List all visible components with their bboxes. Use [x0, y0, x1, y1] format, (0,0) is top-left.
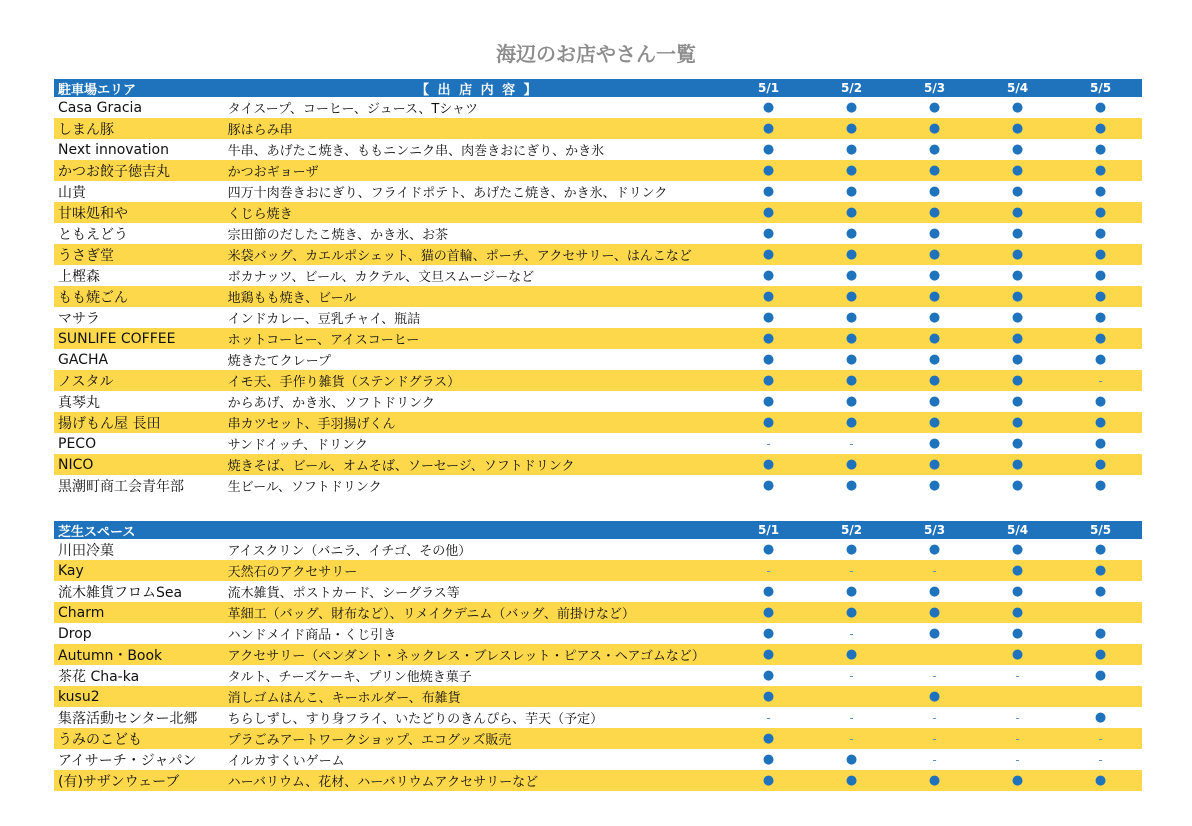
shop-name: アイサーチ・ジャパン: [58, 752, 197, 769]
shop-name: PECO: [58, 435, 97, 452]
attendance-dot: ●: [1094, 268, 1107, 283]
attendance-mark: -: [1098, 373, 1103, 388]
attendance-mark: -: [849, 668, 854, 683]
attendance-mark: -: [849, 710, 854, 725]
shop-items: イモ天、手作り雑貨（ステンドグラス）: [227, 375, 461, 390]
attendance-dot: ●: [928, 689, 941, 704]
attendance-dot: ●: [1094, 310, 1107, 325]
attendance-dot: ●: [762, 247, 775, 262]
shop-items: 地鶏もも焼き、ビール: [227, 291, 357, 306]
table-row: [54, 202, 1142, 223]
attendance-dot: ●: [1094, 163, 1107, 178]
table-row: [54, 602, 1142, 623]
attendance-dot: ●: [845, 415, 858, 430]
attendance-dot: ●: [928, 268, 941, 283]
table-row: [54, 349, 1142, 370]
attendance-dot: ●: [1094, 710, 1107, 725]
attendance-dot: ●: [1094, 247, 1107, 262]
attendance-dot: ●: [845, 542, 858, 557]
attendance-dot: ●: [928, 100, 941, 115]
shop-items: くじら焼き: [227, 207, 293, 222]
shop-name: 真琴丸: [58, 394, 100, 411]
shop-items: インドカレー、豆乳チャイ、瓶詰: [227, 312, 421, 327]
shop-items: 天然石のアクセサリー: [227, 565, 358, 580]
shop-name: 流木雑貨フロムSea: [58, 584, 183, 601]
attendance-dot: ●: [928, 584, 941, 599]
attendance-dot: ●: [762, 226, 775, 241]
date-header: 5/2: [840, 81, 863, 95]
attendance-dot: ●: [845, 184, 858, 199]
lawn-space-section: [54, 521, 1142, 791]
date-header: 5/3: [923, 81, 946, 95]
attendance-dot: ●: [762, 605, 775, 620]
attendance-dot: ●: [928, 394, 941, 409]
section-header: [54, 79, 1142, 97]
table-row: [54, 707, 1142, 728]
attendance-dot: ●: [845, 226, 858, 241]
attendance-dot: ●: [845, 121, 858, 136]
attendance-dot: ●: [762, 542, 775, 557]
shop-items: ホットコーヒー、アイスコーヒー: [227, 333, 420, 348]
attendance-dot: ●: [762, 668, 775, 683]
shop-items: 串カツセット、手羽揚げくん: [227, 417, 396, 432]
attendance-dot: ●: [1094, 457, 1107, 472]
attendance-dot: ●: [1011, 142, 1024, 157]
attendance-mark: -: [849, 436, 854, 451]
table-row: [54, 160, 1142, 181]
date-header: 5/4: [1006, 81, 1029, 95]
table-row: [54, 244, 1142, 265]
attendance-dot: ●: [1094, 668, 1107, 683]
shop-name: うみのこども: [58, 731, 142, 748]
shop-items: タルト、チーズケーキ、プリン他焼き菓子: [227, 670, 472, 685]
attendance-dot: ●: [1094, 584, 1107, 599]
shop-rows: [54, 539, 1142, 791]
attendance-dot: ●: [845, 100, 858, 115]
attendance-mark: -: [849, 731, 854, 746]
shop-items: サンドイッチ、ドリンク: [227, 438, 368, 453]
shop-name: しまん豚: [58, 121, 114, 138]
attendance-mark: -: [766, 710, 771, 725]
attendance-dot: ●: [1011, 563, 1024, 578]
attendance-mark: -: [932, 710, 937, 725]
attendance-dot: ●: [928, 373, 941, 388]
attendance-dot: ●: [1011, 310, 1024, 325]
attendance-dot: ●: [762, 752, 775, 767]
attendance-dot: ●: [762, 731, 775, 746]
attendance-dot: ●: [1094, 478, 1107, 493]
shop-name: ノスタル: [58, 373, 114, 390]
attendance-dot: ●: [928, 163, 941, 178]
attendance-dot: ●: [1011, 121, 1024, 136]
attendance-dot: ●: [1011, 373, 1024, 388]
shop-items: 米袋バッグ、カエルポシェット、猫の首輪、ポーチ、アクセサリー、はんこなど: [227, 249, 692, 264]
shop-name: もも焼ごん: [58, 289, 128, 306]
attendance-dot: ●: [762, 121, 775, 136]
attendance-dot: ●: [1094, 773, 1107, 788]
shop-items: からあげ、かき氷、ソフトドリンク: [227, 396, 435, 411]
shop-name: ともえどう: [58, 226, 128, 243]
table-row: [54, 770, 1142, 791]
attendance-mark: -: [766, 436, 771, 451]
table-row: [54, 728, 1142, 749]
attendance-dot: ●: [1094, 205, 1107, 220]
table-row: [54, 475, 1142, 496]
attendance-dot: ●: [1011, 626, 1024, 641]
attendance-dot: ●: [1094, 226, 1107, 241]
attendance-dot: ●: [1011, 647, 1024, 662]
content-header: 【 出 店 内 容 】: [416, 82, 539, 98]
attendance-dot: ●: [762, 415, 775, 430]
attendance-dot: ●: [928, 605, 941, 620]
attendance-mark: -: [849, 626, 854, 641]
shop-name: 川田冷菓: [58, 542, 114, 559]
shop-name: kusu2: [58, 688, 100, 705]
attendance-mark: -: [849, 563, 854, 578]
table-row: [54, 181, 1142, 202]
shop-name: 集落活動センター北郷: [58, 710, 198, 727]
attendance-dot: ●: [928, 415, 941, 430]
attendance-dot: ●: [1011, 394, 1024, 409]
table-row: [54, 686, 1142, 707]
attendance-dot: ●: [928, 436, 941, 451]
table-row: [54, 539, 1142, 560]
attendance-dot: ●: [928, 310, 941, 325]
shop-name: かつお餃子徳吉丸: [58, 163, 170, 180]
attendance-dot: ●: [928, 478, 941, 493]
attendance-dot: ●: [1094, 100, 1107, 115]
attendance-mark: -: [932, 752, 937, 767]
table-row: [54, 560, 1142, 581]
table-row: [54, 454, 1142, 475]
parking-area-section: [54, 79, 1142, 496]
table-row: [54, 118, 1142, 139]
shop-name: 上樫森: [58, 268, 100, 285]
attendance-dot: ●: [762, 205, 775, 220]
attendance-dot: ●: [845, 163, 858, 178]
attendance-dot: ●: [928, 205, 941, 220]
attendance-mark: -: [932, 731, 937, 746]
shop-name: マサラ: [58, 310, 100, 327]
attendance-dot: ●: [1094, 647, 1107, 662]
shop-name: NICO: [58, 456, 94, 473]
shop-items: 牛串、あげたこ焼き、ももニンニク串、肉巻きおにぎり、かき氷: [227, 144, 605, 159]
shop-name: Charm: [58, 604, 105, 621]
shop-items: 生ビール、ソフトドリンク: [227, 480, 382, 495]
attendance-mark: -: [932, 668, 937, 683]
shop-name: GACHA: [58, 351, 109, 368]
shop-items: アクセサリー（ペンダント・ネックレス・ブレスレット・ピアス・ヘアゴムなど）: [227, 649, 705, 664]
shop-name: うさぎ堂: [58, 247, 114, 264]
attendance-dot: ●: [1094, 563, 1107, 578]
date-header: 5/1: [757, 81, 780, 95]
attendance-dot: ●: [1011, 352, 1024, 367]
shop-items: ボカナッツ、ビール、カクテル、文旦スムージーなど: [227, 270, 535, 285]
shop-name: Kay: [58, 562, 84, 579]
attendance-dot: ●: [928, 289, 941, 304]
attendance-dot: ●: [928, 121, 941, 136]
attendance-dot: ●: [762, 142, 775, 157]
attendance-dot: ●: [762, 268, 775, 283]
attendance-mark: -: [1015, 731, 1020, 746]
attendance-dot: ●: [762, 310, 775, 325]
attendance-dot: ●: [762, 100, 775, 115]
date-header: 5/4: [1006, 523, 1029, 537]
attendance-dot: ●: [762, 626, 775, 641]
table-row: [54, 665, 1142, 686]
attendance-mark: -: [766, 563, 771, 578]
attendance-dot: ●: [845, 752, 858, 767]
attendance-mark: -: [1015, 752, 1020, 767]
attendance-dot: ●: [845, 478, 858, 493]
area-label: 駐車場エリア: [58, 82, 137, 98]
table-row: [54, 328, 1142, 349]
attendance-dot: ●: [762, 289, 775, 304]
table-row: [54, 307, 1142, 328]
attendance-dot: ●: [1011, 100, 1024, 115]
attendance-dot: ●: [1011, 478, 1024, 493]
attendance-dot: ●: [762, 773, 775, 788]
attendance-dot: ●: [1011, 163, 1024, 178]
shop-items: ちらしずし、すり身フライ、いたどりのきんぴら、芋天（予定）: [227, 712, 604, 727]
table-row: [54, 97, 1142, 118]
table-row: [54, 223, 1142, 244]
shop-items: 宗田節のだしたこ焼き、かき氷、お茶: [227, 228, 449, 243]
attendance-dot: ●: [762, 394, 775, 409]
table-row: [54, 265, 1142, 286]
shop-items: 四万十肉巻きおにぎり、フライドポテト、あげたこ焼き、かき氷、ドリンク: [227, 186, 668, 201]
attendance-dot: ●: [1011, 773, 1024, 788]
table-row: [54, 286, 1142, 307]
attendance-mark: -: [1015, 668, 1020, 683]
shop-items: ハーバリウム、花材、ハーバリウムアクセサリーなど: [227, 775, 539, 790]
attendance-dot: ●: [845, 605, 858, 620]
area-label: 芝生スペース: [58, 524, 136, 540]
attendance-dot: ●: [762, 184, 775, 199]
date-header: 5/3: [923, 523, 946, 537]
attendance-dot: ●: [1094, 142, 1107, 157]
attendance-dot: ●: [845, 352, 858, 367]
shop-name: Autumn・Book: [58, 647, 163, 664]
attendance-dot: ●: [845, 647, 858, 662]
attendance-dot: ●: [762, 331, 775, 346]
shop-items: ハンドメイド商品・くじ引き: [227, 628, 397, 643]
table-row: [54, 433, 1142, 454]
table-row: [54, 370, 1142, 391]
shop-items: 流木雑貨、ポストカード、シーグラス等: [227, 586, 460, 601]
shop-name: Casa Gracia: [58, 99, 143, 116]
attendance-dot: ●: [845, 247, 858, 262]
attendance-dot: ●: [1011, 268, 1024, 283]
attendance-dot: ●: [845, 142, 858, 157]
attendance-dot: ●: [1094, 289, 1107, 304]
attendance-dot: ●: [762, 352, 775, 367]
date-header: 5/5: [1089, 523, 1112, 537]
attendance-dot: ●: [1094, 331, 1107, 346]
attendance-dot: ●: [845, 394, 858, 409]
attendance-dot: ●: [1011, 289, 1024, 304]
attendance-dot: ●: [1011, 205, 1024, 220]
attendance-dot: ●: [1011, 184, 1024, 199]
attendance-dot: ●: [762, 163, 775, 178]
shop-items: アイスクリン（バニラ、イチゴ、その他）: [227, 544, 472, 559]
shop-name: 揚げもん屋 長田: [58, 415, 161, 432]
shop-items: イルカすくいゲーム: [227, 754, 345, 769]
attendance-dot: ●: [1094, 436, 1107, 451]
table-row: [54, 623, 1142, 644]
shop-items: 焼きたてクレープ: [227, 354, 332, 369]
table-row: [54, 412, 1142, 433]
shop-name: 黒潮町商工会青年部: [58, 478, 184, 495]
attendance-dot: ●: [928, 542, 941, 557]
attendance-dot: ●: [845, 310, 858, 325]
shop-name: 甘味処和や: [58, 205, 128, 222]
attendance-mark: -: [1098, 731, 1103, 746]
date-header: 5/5: [1089, 81, 1112, 95]
attendance-dot: ●: [845, 584, 858, 599]
attendance-dot: ●: [928, 352, 941, 367]
attendance-dot: ●: [845, 457, 858, 472]
attendance-dot: ●: [762, 647, 775, 662]
attendance-dot: ●: [928, 247, 941, 262]
attendance-dot: ●: [928, 457, 941, 472]
attendance-dot: ●: [845, 205, 858, 220]
table-row: [54, 749, 1142, 770]
shop-rows: [54, 97, 1142, 496]
attendance-dot: ●: [1011, 331, 1024, 346]
attendance-dot: ●: [928, 773, 941, 788]
shop-name: Next innovation: [58, 141, 169, 158]
attendance-dot: ●: [928, 142, 941, 157]
attendance-dot: ●: [1011, 605, 1024, 620]
attendance-dot: ●: [1094, 542, 1107, 557]
shop-name: 山貴: [58, 184, 86, 201]
attendance-mark: -: [1098, 752, 1103, 767]
attendance-dot: ●: [1011, 247, 1024, 262]
attendance-dot: ●: [845, 373, 858, 388]
shop-name: Drop: [58, 625, 92, 642]
page-title: 海辺のお店やさん一覧: [496, 42, 696, 66]
shop-items: かつおギョーザ: [227, 165, 319, 180]
attendance-dot: ●: [762, 584, 775, 599]
attendance-dot: ●: [1094, 415, 1107, 430]
attendance-dot: ●: [1094, 352, 1107, 367]
shop-items: 消しゴムはんこ、キーホルダー、布雑貨: [227, 691, 461, 706]
shop-items: 焼きそば、ビール、オムそば、ソーセージ、ソフトドリンク: [227, 459, 575, 474]
table-row: [54, 391, 1142, 412]
attendance-mark: -: [932, 563, 937, 578]
table-row: [54, 139, 1142, 160]
attendance-dot: ●: [1011, 584, 1024, 599]
attendance-dot: ●: [845, 773, 858, 788]
attendance-dot: ●: [1011, 436, 1024, 451]
attendance-dot: ●: [1094, 394, 1107, 409]
shop-name: (有)サザンウェーブ: [58, 773, 180, 790]
attendance-dot: ●: [1011, 542, 1024, 557]
attendance-dot: ●: [928, 331, 941, 346]
attendance-dot: ●: [762, 457, 775, 472]
attendance-dot: ●: [1094, 626, 1107, 641]
table-row: [54, 581, 1142, 602]
date-header: 5/1: [757, 523, 780, 537]
attendance-dot: ●: [762, 478, 775, 493]
shop-name: SUNLIFE COFFEE: [58, 330, 176, 347]
attendance-dot: ●: [1011, 226, 1024, 241]
section-header: [54, 521, 1142, 539]
attendance-dot: ●: [1011, 415, 1024, 430]
shop-items: 豚はらみ串: [227, 123, 293, 138]
attendance-dot: ●: [845, 331, 858, 346]
attendance-dot: ●: [1011, 457, 1024, 472]
shop-items: プラごみアートワークショップ、エコグッズ販売: [227, 733, 512, 748]
table-row: [54, 644, 1142, 665]
attendance-dot: ●: [845, 268, 858, 283]
attendance-dot: ●: [762, 373, 775, 388]
attendance-dot: ●: [928, 226, 941, 241]
shop-items: 革細工（バッグ、財布など）、リメイクデニム（バッグ、前掛けなど）: [227, 607, 635, 622]
attendance-dot: ●: [1094, 184, 1107, 199]
attendance-dot: ●: [845, 289, 858, 304]
shop-items: タイスープ、コーヒー、ジュース、Tシャツ: [227, 102, 479, 117]
attendance-dot: ●: [762, 689, 775, 704]
date-header: 5/2: [840, 523, 863, 537]
attendance-dot: ●: [928, 626, 941, 641]
attendance-mark: -: [1015, 710, 1020, 725]
attendance-dot: ●: [928, 184, 941, 199]
shop-name: 茶花 Cha-ka: [58, 668, 140, 685]
attendance-dot: ●: [1094, 121, 1107, 136]
